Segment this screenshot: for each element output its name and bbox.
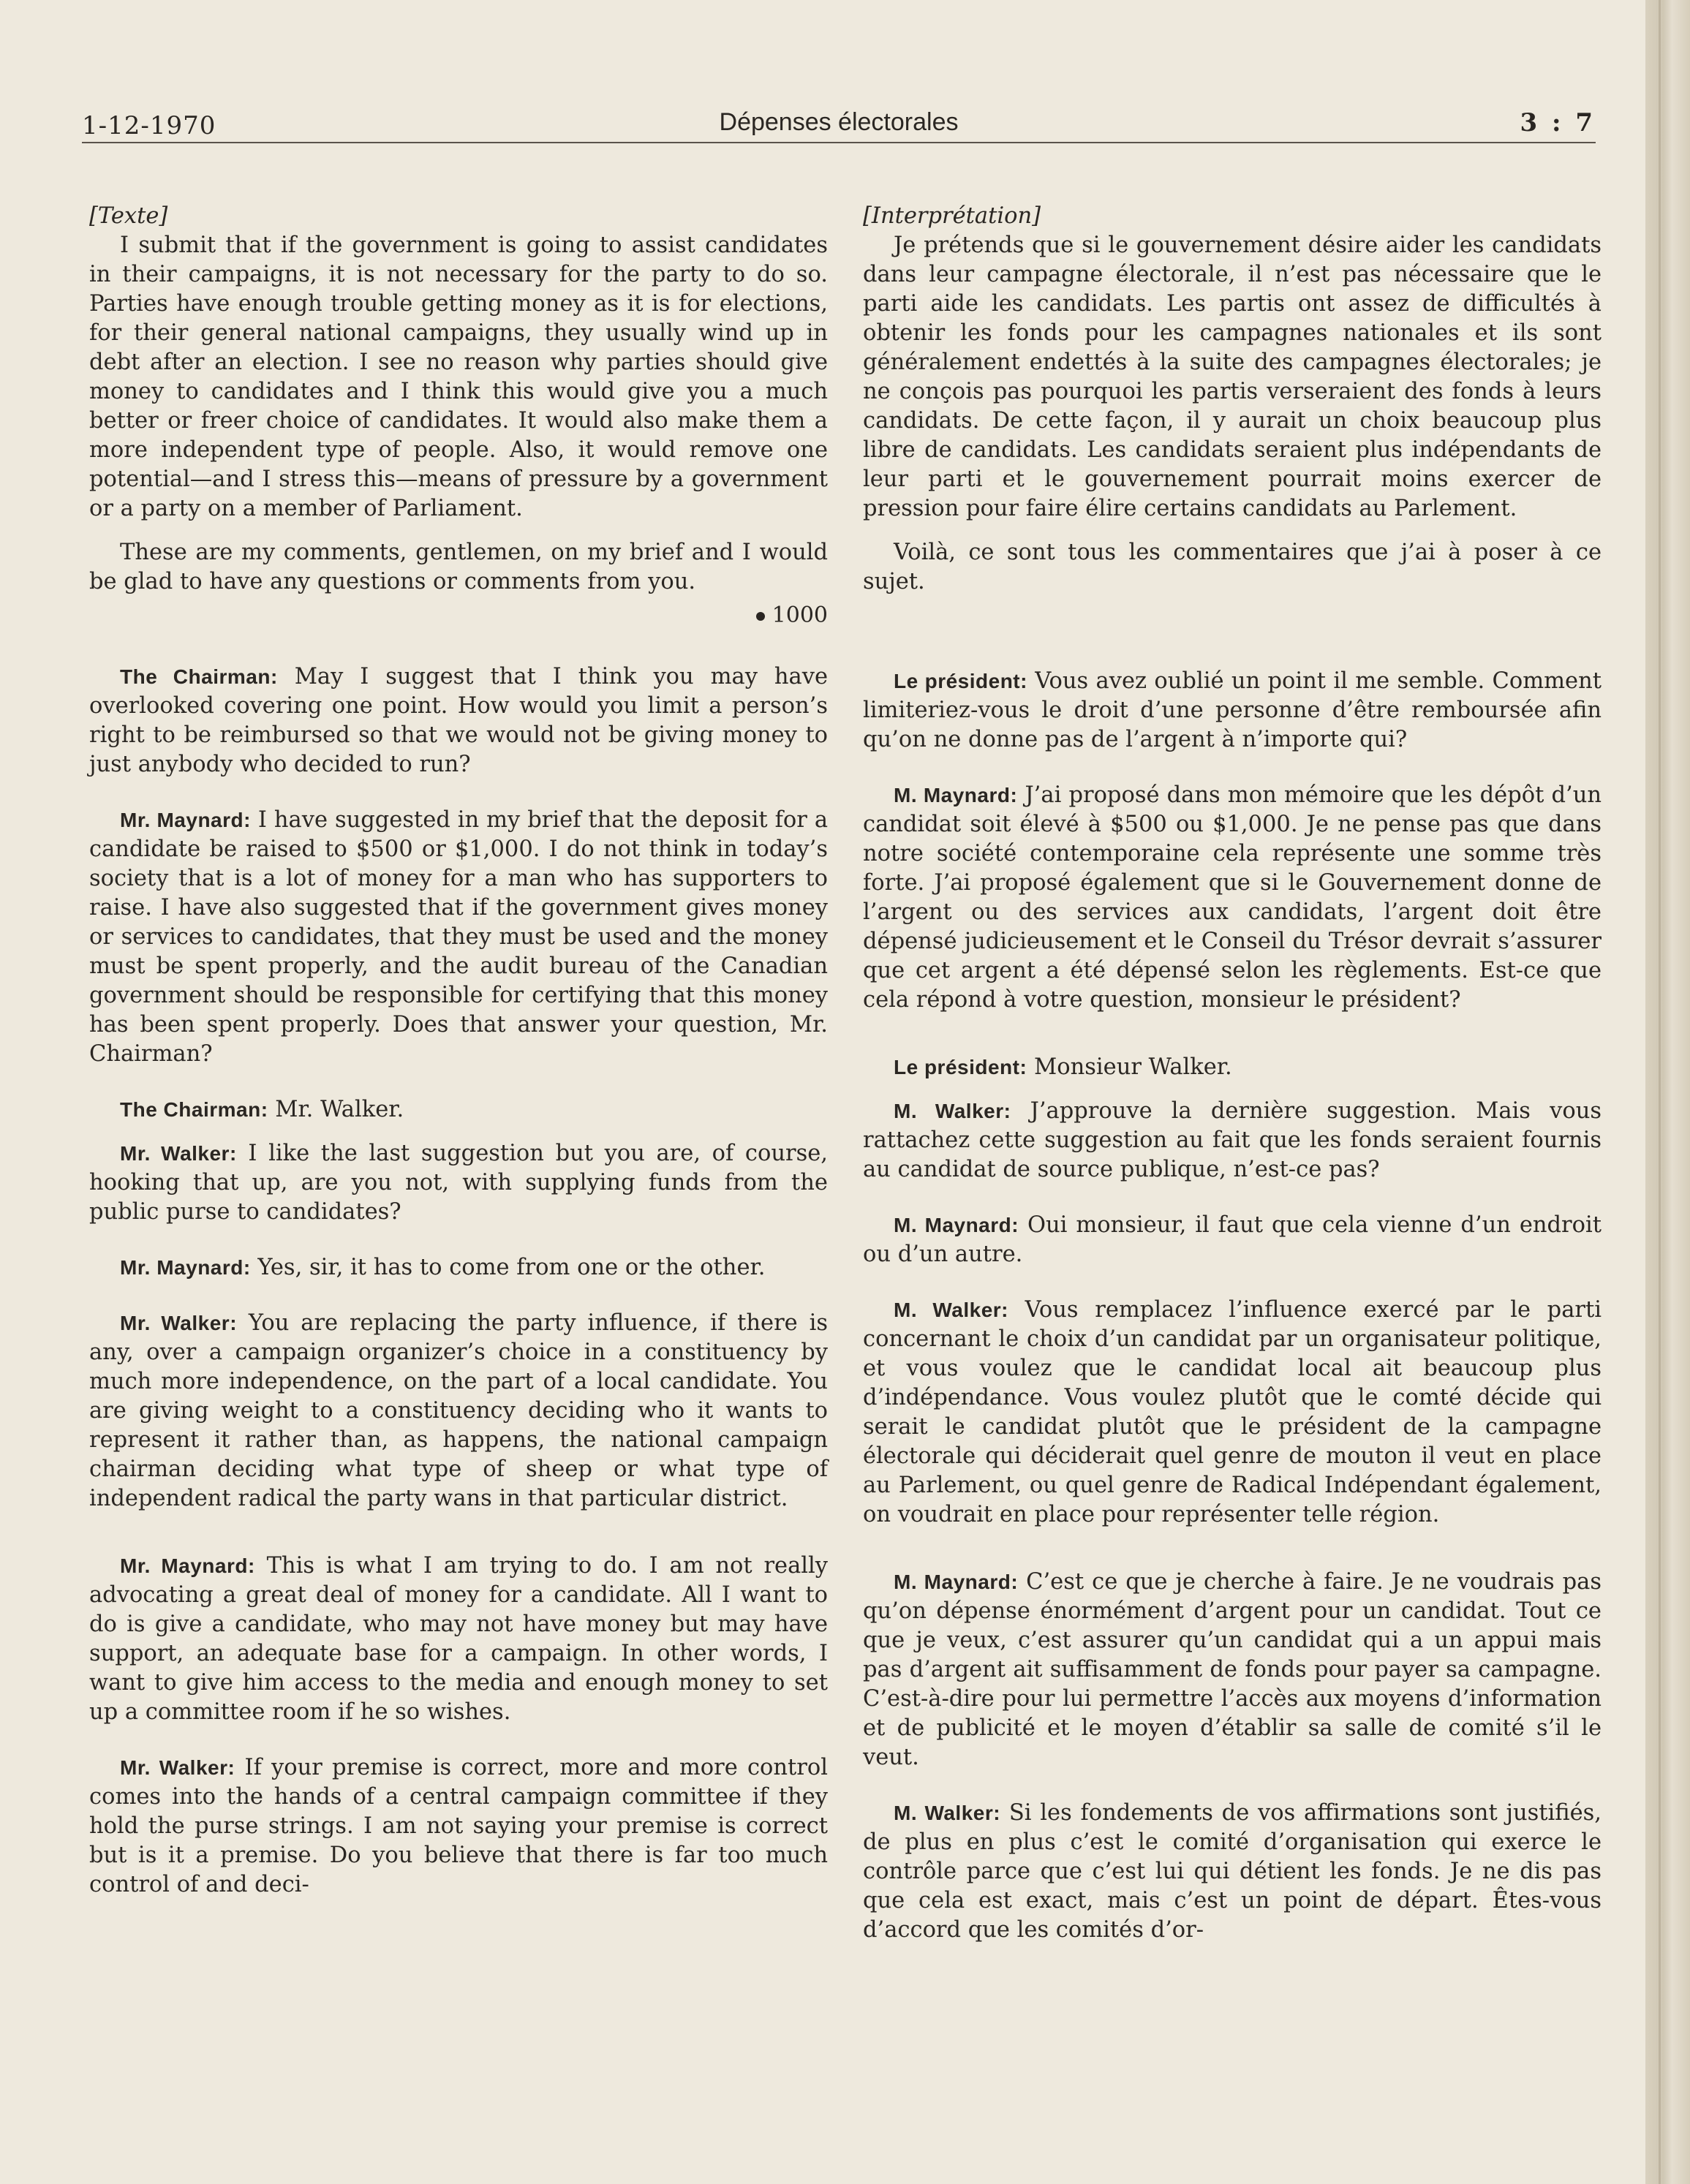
speech-text: Monsieur Walker. bbox=[1027, 1054, 1232, 1080]
paragraph: Je prétends que si le gouvernement désire aider les candidats dans leur campagne électorale, il n’est pas nécessaire que le parti aide les candidats. Les partis ont assez de difficultés à obtenir les fonds pour les campagnes nationales et ils sont généralement endettés à la suite des campagnes électorales; je ne conçois pas pourquoi les partis verseraient des fonds à leurs candidats. De cette façon, il y aurait un choix beaucoup plus libre de candidats. Les candidats seraient plus indépendants de leur parti et le gouvernement pourrait moins exercer de pression pour faire élire certains candidats au Parlement. bbox=[863, 233, 1602, 521]
exchange bbox=[863, 1097, 1602, 1184]
speaker-name: M. Walker: bbox=[894, 1100, 1011, 1122]
exchange bbox=[863, 781, 1602, 1015]
speech-text: Oui monsieur, il faut que cela vienne d’un endroit ou d’un autre. bbox=[863, 1212, 1602, 1267]
exchange bbox=[89, 1552, 828, 1727]
speech-text: May I suggest that I think you may have overlooked covering one point. How would you limit a person’s right to be reimbursed so that we would not be giving money to just anybody who decided to run? bbox=[89, 664, 828, 777]
exchange bbox=[863, 667, 1602, 755]
paragraph: Voilà, ce sont tous les commentaires que j’ai à poser à ce sujet. bbox=[863, 540, 1602, 594]
exchange bbox=[863, 1053, 1602, 1082]
bullet-icon bbox=[756, 612, 765, 621]
section-tag: [Interprétation] bbox=[863, 203, 1041, 229]
exchange bbox=[863, 1296, 1602, 1530]
exchange bbox=[863, 1211, 1602, 1269]
header-page-number: 3 : 7 bbox=[1520, 108, 1596, 137]
english-column bbox=[89, 202, 828, 1914]
exchange bbox=[89, 1309, 828, 1514]
header-title: Dépenses électorales bbox=[719, 108, 959, 136]
exchange bbox=[89, 1753, 828, 1900]
speaker-name: Le président: bbox=[894, 1056, 1027, 1078]
speaker-name: Mr. Maynard: bbox=[120, 1256, 251, 1279]
exchange bbox=[89, 806, 828, 1069]
speech-text: Yes, sir, it has to come from one or the other. bbox=[250, 1255, 766, 1280]
speech-text: Mr. Walker. bbox=[268, 1097, 404, 1122]
speech-text: J’ai proposé dans mon mémoire que les dépôt d’un candidat soit élevé à $500 ou $1,000. Je ne pense pas que dans notre société contemporaine cela représente une somme très forte. J’ai proposé également que si le Gouvernement donne de l’argent ou des services aux candidats, l’argent doit être dépensé judicieusement et le Conseil du Trésor devrait s’assurer que cet argent a été dépensé selon les règlements. Est-ce que cela répond à votre question, monsieur le président? bbox=[863, 782, 1602, 1013]
binding-spine bbox=[1645, 0, 1690, 2184]
exchange bbox=[863, 1568, 1602, 1772]
speaker-name: Mr. Walker: bbox=[120, 1312, 238, 1334]
speech-text: You are replacing the party influence, if there is any, over a campaign organizer’s choice in a constituency by much more independence, on the part of a local candidate. You are giving weight to a constituency deciding who it wants to represent it rather than, as happens, the national campaign chairman deciding what type of sheep or what type of independent radical the party wans in that particular district. bbox=[89, 1310, 828, 1511]
speaker-name: Mr. Maynard: bbox=[120, 809, 251, 831]
section-tag: [Texte] bbox=[89, 203, 168, 229]
speech-text: I like the last suggestion but you are, of course, hooking that up, are you not, with supplying funds from the public purse to candidates? bbox=[89, 1141, 828, 1225]
speech-text: C’est ce que je cherche à faire. Je ne voudrais pas qu’on dépense énormément d’argent pour un candidat. Tout ce que je veux, c’est assurer qu’un candidat qui a un appui mais pas d’argent ait suffisamment de fonds pour payer sa campagne. C’est-à-dire pour lui permettre l’accès aux moyens d’information et de publicité et le moyen d’établir sa salle de comité s’il le veut. bbox=[863, 1569, 1602, 1770]
speaker-name: The Chairman: bbox=[120, 1098, 268, 1121]
speaker-name: M. Walker: bbox=[894, 1299, 1008, 1321]
paragraph: I submit that if the government is going to assist candidates in their campaigns, it is not necessary for the party to do so. Parties have enough trouble getting money as it is for elections, for their general national campaigns, they usually wind up in debt after an election. I see no reason why parties should give money to candidates and I think this would give you a much better or freer choice of candidates. It would also make them a more independent type of people. Also, it would remove one potential—and I stress this—means of pressure by a government or a party on a member of Parliament. bbox=[89, 233, 828, 521]
exchange bbox=[89, 1253, 828, 1282]
paragraph: These are my comments, gentlemen, on my brief and I would be glad to have any questions or comments from you. bbox=[89, 540, 828, 594]
french-column bbox=[863, 202, 1602, 1960]
speaker-name: The Chairman: bbox=[120, 665, 278, 688]
header-rule bbox=[82, 142, 1596, 143]
speaker-name: Mr. Maynard: bbox=[120, 1554, 255, 1577]
speech-text: Si les fondements de vos affirmations sont justifiés, de plus en plus c’est le comité d’organisation qui exerce le contrôle parce que c’est lui qui détient les fonds. Je ne dis pas que cela est exact, mais c’est un point de départ. Êtes-vous d’accord que les comités d’or- bbox=[863, 1800, 1602, 1943]
time-marker bbox=[89, 601, 828, 630]
speaker-name: M. Maynard: bbox=[894, 1214, 1019, 1236]
speaker-name: M. Maynard: bbox=[894, 1571, 1019, 1593]
speaker-name: M. Maynard: bbox=[894, 784, 1018, 806]
exchange bbox=[863, 1799, 1602, 1945]
speech-text: J’approuve la dernière suggestion. Mais vous rattachez cette suggestion au fait que les fonds seraient fournis au candidat de source publique, n’est-ce pas? bbox=[863, 1098, 1602, 1182]
speech-text: Vous avez oublié un point il me semble. Comment limiteriez-vous le droit d’une personne d’être remboursée afin qu’on ne donne pas de l’argent à n’importe qui? bbox=[863, 668, 1602, 752]
speech-text: I have suggested in my brief that the deposit for a candidate be raised to $500 or $1,000. I do not think in today’s society that is a lot of money for a man who has supporters to raise. I have also suggested that if the government gives money or services to candidates, that they must be used and the money must be spent properly, and the audit bureau of the Canadian government should be responsible for certifying that this money has been spent properly. Does that answer your question, Mr. Chairman? bbox=[89, 807, 829, 1067]
time-marker-value: 1000 bbox=[772, 602, 828, 628]
speaker-name: Mr. Walker: bbox=[120, 1756, 235, 1779]
speech-text: This is what I am trying to do. I am not really advocating a great deal of money for a candidate. All I want to do is give a candidate, who may not have money but may have support, an adequate base for a campaign. In other words, I want to give him access to the media and enough money to set up a committee room if he so wishes. bbox=[89, 1553, 829, 1725]
speaker-name: Mr. Walker: bbox=[120, 1142, 237, 1165]
speaker-name: M. Walker: bbox=[894, 1802, 1001, 1824]
exchange bbox=[89, 1095, 828, 1125]
exchange bbox=[89, 1139, 828, 1227]
speaker-name: Le président: bbox=[894, 670, 1027, 692]
speech-text: Vous remplacez l’influence exercé par le parti concernant le choix d’un candidat par un organisateur politique, et vous voulez que le candidat local ait beaucoup plus d’indépendance. Vous voulez plutôt que le comté décide qui serait le candidat plutôt que le président de la campagne électorale qui déciderait quel genre de mouton il veut en place au Parlement, ou quel genre de Radical Indépendant également, on voudrait en place pour représenter telle région. bbox=[863, 1297, 1602, 1527]
page-header bbox=[82, 108, 1596, 145]
exchange bbox=[89, 662, 828, 779]
speech-text: If your premise is correct, more and more control comes into the hands of a central campaign committee if they hold the purse strings. I am not saying your premise is correct but is it a premise. Do you believe that there is far too much control of and deci- bbox=[89, 1755, 828, 1897]
header-date: 1-12-1970 bbox=[82, 111, 216, 140]
